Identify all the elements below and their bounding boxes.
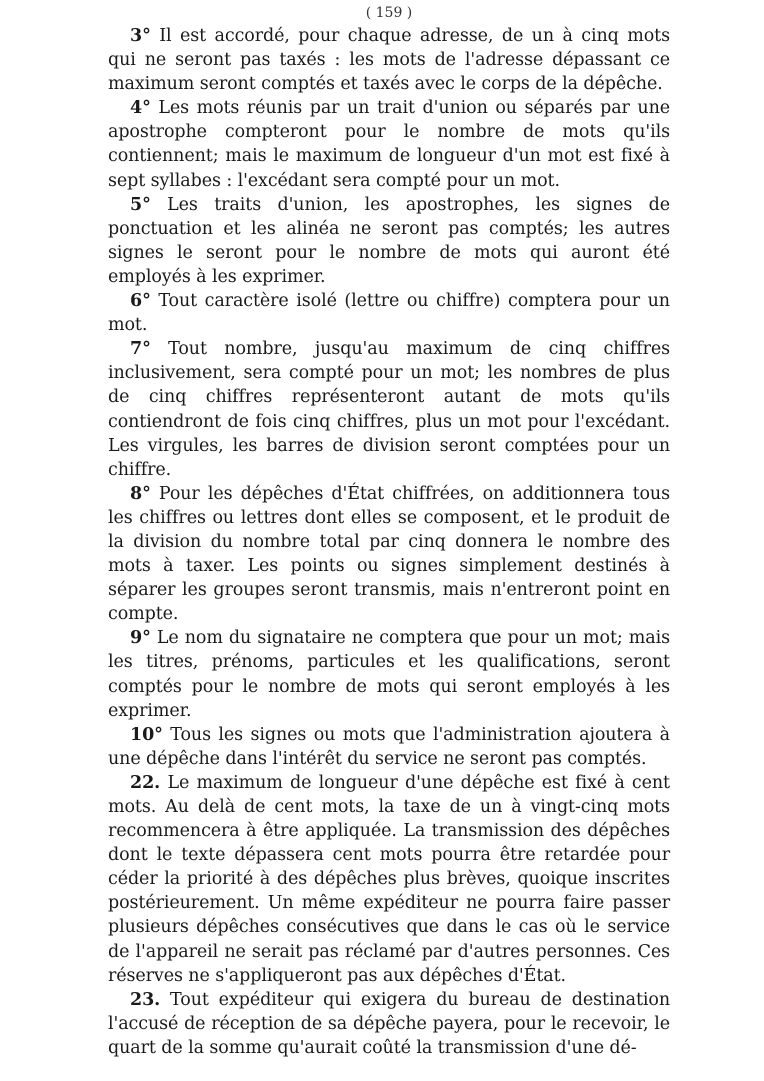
article-number: 4° <box>130 98 151 119</box>
article-text: Tout caractère isolé (lettre ou chiffre) comptera pour un mot. <box>108 291 670 336</box>
article-paragraph-9 <box>108 626 670 722</box>
article-paragraph-4 <box>108 96 670 192</box>
article-number: 22. <box>130 772 161 793</box>
article-number: 6° <box>130 291 151 312</box>
article-number: 3° <box>130 26 151 46</box>
article-paragraph-5 <box>108 193 670 289</box>
article-text: Les traits d'union, les apostrophes, les signes de ponctuation et les alinéa ne seront pas comptés; les autres signes le seront pour le nombre de mots qui auront été employés à les exprimer. <box>108 194 670 287</box>
article-number: 23. <box>130 989 161 1010</box>
article-text: Le nom du signataire ne comptera que pour un mot; mais les titres, prénoms, particules et les qualifications, seront comptés pour le nombre de mots qui seront employés à les exprimer. <box>108 628 670 721</box>
article-paragraph-10 <box>108 723 670 771</box>
article-text: Tout nombre, jusqu'au maximum de cinq chiffres inclusivement, sera compté pour un mot; les nombres de plus de cinq chiffres représenteront autant de mots qu'ils contiendront de fois cinq chiffres, plus un mot pour l'excédant. Les virgules, les barres de division seront comptées pour un chiffre. <box>108 339 670 480</box>
article-number: 7° <box>130 339 151 360</box>
article-text: Pour les dépêches d'État chiffrées, on additionnera tous les chiffres ou lettres dont elles se composent, et le produit de la division du nombre total par cinq donnera le nombre des mots à taxer. Les points ou signes simplement destinés à séparer les groupes seront transmis, mais n'entreront point en compte. <box>108 483 670 625</box>
page-number: ( 159 ) <box>365 5 413 21</box>
article-text: Le maximum de longueur d'une dépêche est fixé à cent mots. Au delà de cent mots, la taxe de un à vingt-cinq mots recommencera à être appliquée. La transmission des dépêches dont le texte dépassera cent mots pourra être retardée pour céder la priorité à des dépêches plus brèves, quoique inscrites postérieurement. Un même expéditeur ne pourra faire passer plusieurs dépêches consécutives que dans le cas où le service de l'appareil ne serait pas réclamé par d'autres personnes. Ces réserves ne s'appliqueront pas aux dépêches d'État. <box>108 772 670 986</box>
article-paragraph-23 <box>108 988 670 1060</box>
article-text: Tous les signes ou mots que l'administration ajoutera à une dépêche dans l'intérêt du service ne seront pas comptés. <box>108 724 670 769</box>
article-number: 5° <box>130 194 151 215</box>
article-number: 10° <box>130 724 163 745</box>
article-paragraph-6 <box>108 289 670 337</box>
article-paragraph-7 <box>108 337 670 482</box>
article-text: Les mots réunis par un trait d'union ou séparés par une apostrophe compteront pour le nombre de mots qu'ils contiennent; mais le maximum de longueur d'un mot est fixé à sept syllabes : l'excédant sera compté pour un mot. <box>108 98 670 191</box>
article-text: Il est accordé, pour chaque adresse, de un à cinq mots qui ne seront pas taxés : les mots de l'adresse dépassant ce maximum seront comptés et taxés avec le corps de la dépêche. <box>108 26 670 95</box>
article-number: 9° <box>130 628 151 649</box>
article-paragraph-22 <box>108 771 670 988</box>
article-paragraph-8 <box>108 482 670 627</box>
article-paragraph-3 <box>108 24 670 96</box>
article-text: Tout expéditeur qui exigera du bureau de destination l'accusé de réception de sa dépêche payera, pour le recevoir, le quart de la somme qu'aurait coûté la transmission d'une dé- <box>108 989 670 1058</box>
article-number: 8° <box>130 483 151 504</box>
document-page <box>108 2 670 1072</box>
